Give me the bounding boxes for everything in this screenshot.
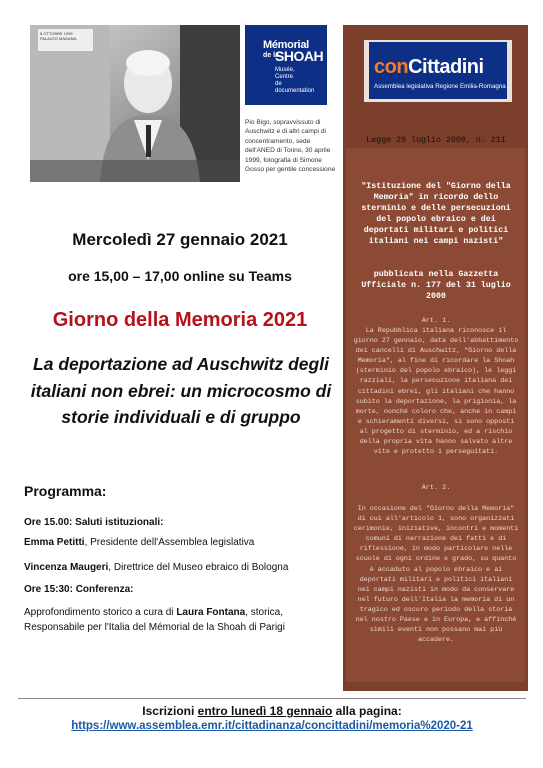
registration-pre: Iscrizioni	[142, 704, 198, 718]
speaker-name: Emma Petitti	[24, 537, 85, 548]
speaker-role: , Direttrice del Museo ebraico di Bologna	[108, 562, 289, 573]
event-title: Giorno della Memoria 2021	[52, 309, 308, 331]
program-item-fontana	[24, 606, 336, 635]
concittadini-logo	[364, 40, 512, 102]
logo-text-shoah: SHOAH	[275, 48, 324, 64]
speaker-name: Laura Fontana	[176, 607, 246, 618]
talk-description: Approfondimento storico a cura di	[24, 607, 177, 618]
program-item-conference: Ore 15:30: Conferenza:	[24, 584, 134, 595]
event-date: Mercoledì 27 gennaio 2021	[72, 230, 288, 249]
speaker-role: , storica, Responsabile per l'Italia del Mémorial de la Shoah di Parigi	[24, 607, 285, 633]
photo-sign-text: 8 OTTOBRE 1995 PALAZZO MADAMA	[40, 31, 77, 41]
event-subtitle: La deportazione ad Auschwitz degli italiani non ebrei: un microcosmo di storie individuali e di gruppo	[30, 354, 332, 427]
brand-prefix: con	[374, 56, 409, 78]
registration-link[interactable]: https://www.assemblea.emr.it/cittadinanza/concittadini/memoria%2020-21	[71, 720, 473, 732]
concittadini-brand	[374, 56, 484, 79]
logo-text-museum: Musée, Centre de documentation	[275, 67, 315, 94]
law-heading: "Istituzione del "Giorno della Memoria" in ricordo dello sterminio e delle persecuzioni del popolo ebraico e dei deportati militari e politici italiani nei campi nazisti"	[361, 182, 511, 246]
logo-text-dela: de la	[263, 52, 279, 59]
photo-caption: Pio Bigo, sopravvissuto di Auschwitz e di altri campi di concentramento, sede dell'ANED di Torino, 30 aprile 1999, fotografia di Simone Gosso per gentile concessione	[245, 119, 336, 174]
law-title: Legge 20 luglio 2000, n. 211	[366, 136, 506, 145]
law-publication: pubblicata nella Gazzetta Ufficiale n. 177 del 31 luglio 2000	[361, 270, 511, 301]
event-time: ore 15,00 – 17,00 online su Teams	[68, 268, 292, 284]
concittadini-subtitle: Assemblea legislativa Regione Emilia-Romagna	[374, 83, 506, 90]
article-2-label: Art. 2.	[421, 484, 451, 492]
registration-label	[18, 704, 526, 718]
program-item-greetings: Ore 15.00: Saluti istituzionali:	[24, 517, 164, 528]
registration-deadline: entro lunedì 18 gennaio	[197, 704, 333, 718]
program-item-maugeri	[24, 561, 336, 575]
article-1-label: Art. 1.	[421, 317, 451, 325]
article-1-text: La Repubblica italiana riconosce il giorno 27 gennaio, data dell'abbattimento dei cancelli di Auschwitz, "Giorno della Memoria", al fine di ricordare la Shoah (sterminio del popolo ebraico), le leggi razziali, la persecuzione italiana dei cittadini ebrei, gli italiani che hanno subìto la deportazione, la prigionia, la morte, nonché coloro che, anche in campi e schieramenti diversi, si sono opposti al progetto di sterminio, ed a rischio della propria vita hanno salvato altre vite e protetto i perseguitati.	[353, 327, 519, 457]
footer-divider	[18, 698, 526, 699]
memorial-shoah-logo	[245, 25, 327, 105]
article-2-text: In occasione del "Giorno della Memoria" di cui all'articolo 1, sono organizzati cerimonie, iniziative, incontri e momenti comuni di narrazione dei fatti e di riflessione, in modo particolare nelle scuole di ogni ordine e grado, su quanto è accaduto al popolo ebraico e ai deportati militari e politici italiani nei campi nazisti in modo da conservare nel futuro dell'Italia la memoria di un tragico ed oscuro periodo della storia nel nostro Paese e in Europa, e affinché simili eventi non possano mai più accadere.	[353, 505, 519, 645]
program-item-petitti	[24, 536, 336, 550]
portrait-photo	[30, 25, 240, 182]
program-heading: Programma:	[24, 483, 107, 499]
registration-post: alla pagina:	[332, 704, 402, 718]
logo-text-memorial: Mémorial	[263, 39, 309, 51]
brand-name: Cittadini	[408, 56, 484, 78]
speaker-role: , Presidente dell'Assemblea legislativa	[84, 537, 255, 548]
speaker-name: Vincenza Maugeri	[24, 562, 109, 573]
